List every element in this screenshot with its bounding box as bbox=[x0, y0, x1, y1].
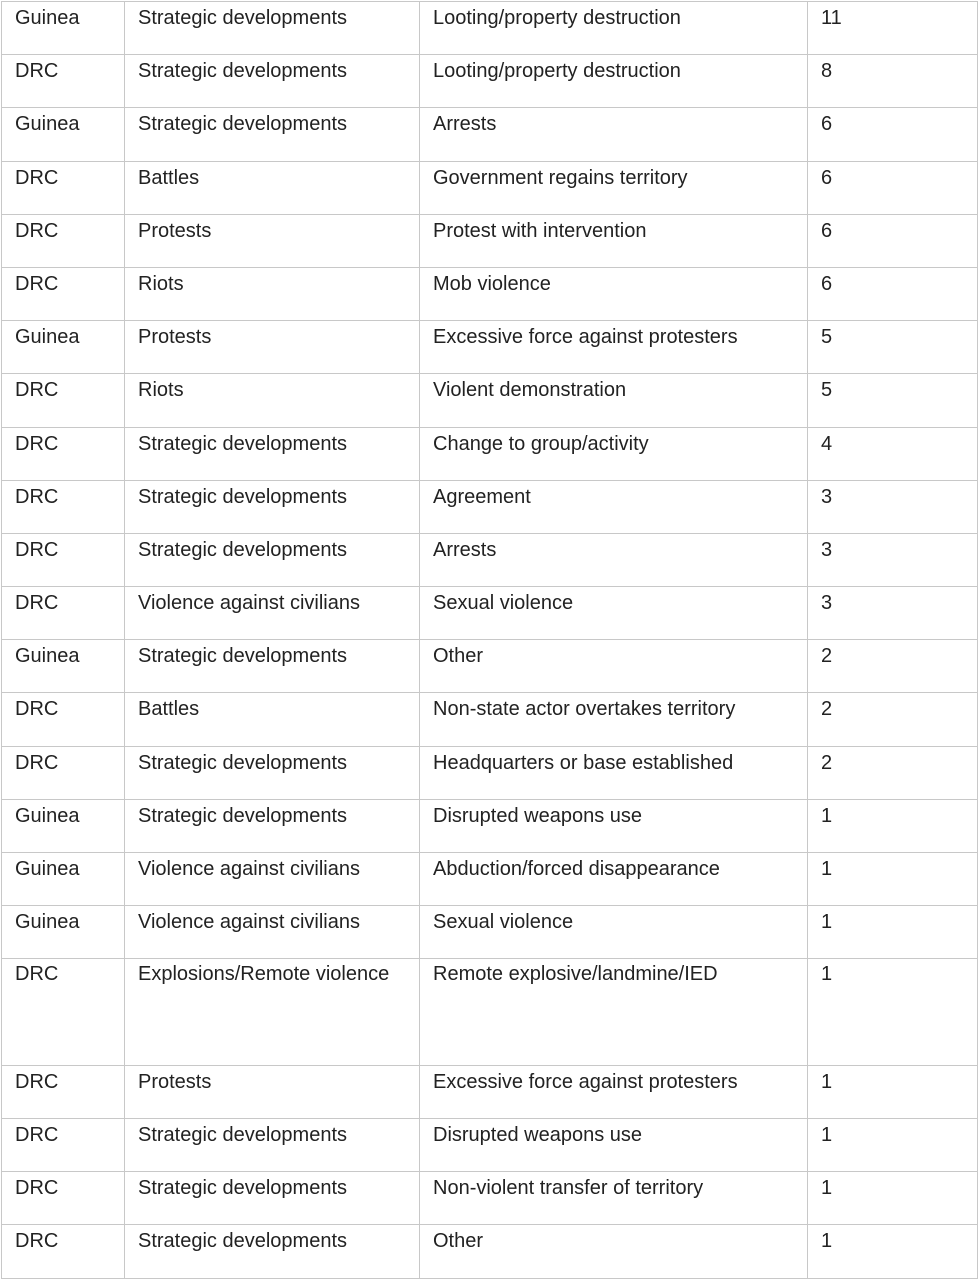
cell-count: 6 bbox=[808, 267, 978, 320]
cell-category: Strategic developments bbox=[125, 2, 420, 55]
cell-subtype: Looting/property destruction bbox=[420, 2, 808, 55]
cell-count: 1 bbox=[808, 1225, 978, 1278]
cell-subtype: Non-state actor overtakes territory bbox=[420, 693, 808, 746]
cell-subtype: Protest with intervention bbox=[420, 214, 808, 267]
cell-count: 2 bbox=[808, 640, 978, 693]
cell-category: Strategic developments bbox=[125, 1225, 420, 1278]
cell-country: DRC bbox=[2, 1172, 125, 1225]
cell-country: Guinea bbox=[2, 799, 125, 852]
table-row bbox=[2, 161, 978, 214]
cell-category: Strategic developments bbox=[125, 480, 420, 533]
cell-country: Guinea bbox=[2, 321, 125, 374]
cell-subtype: Non-violent transfer of territory bbox=[420, 1172, 808, 1225]
cell-country: DRC bbox=[2, 1065, 125, 1118]
cell-country: DRC bbox=[2, 267, 125, 320]
cell-country bbox=[2, 959, 125, 1065]
cell-text: Remote explosive/landmine/IED bbox=[433, 963, 718, 986]
cell-country: DRC bbox=[2, 693, 125, 746]
cell-subtype: Government regains territory bbox=[420, 161, 808, 214]
cell-subtype: Arrests bbox=[420, 533, 808, 586]
cell-count: 3 bbox=[808, 480, 978, 533]
cell-count: 1 bbox=[808, 853, 978, 906]
table-row bbox=[2, 1118, 978, 1171]
cell-country: DRC bbox=[2, 480, 125, 533]
cell-country: DRC bbox=[2, 214, 125, 267]
cell-country: DRC bbox=[2, 1225, 125, 1278]
cell-country: DRC bbox=[2, 587, 125, 640]
cell-text: Explosions/Remote violence bbox=[138, 963, 390, 986]
cell-country: DRC bbox=[2, 746, 125, 799]
cell-subtype: Abduction/forced disappearance bbox=[420, 853, 808, 906]
cell-count: 2 bbox=[808, 746, 978, 799]
table-row bbox=[2, 533, 978, 586]
table-row bbox=[2, 480, 978, 533]
events-table bbox=[1, 1, 978, 1279]
cell-count: 1 bbox=[808, 1065, 978, 1118]
cell-category: Riots bbox=[125, 374, 420, 427]
cell-count bbox=[808, 959, 978, 1065]
cell-category: Strategic developments bbox=[125, 1118, 420, 1171]
cell-category: Protests bbox=[125, 321, 420, 374]
table-row bbox=[2, 853, 978, 906]
cell-count: 5 bbox=[808, 374, 978, 427]
table-row bbox=[2, 267, 978, 320]
cell-count: 6 bbox=[808, 214, 978, 267]
cell-country: Guinea bbox=[2, 2, 125, 55]
cell-count: 6 bbox=[808, 108, 978, 161]
cell-subtype: Disrupted weapons use bbox=[420, 799, 808, 852]
cell-category: Battles bbox=[125, 161, 420, 214]
cell-subtype: Arrests bbox=[420, 108, 808, 161]
cell-category: Violence against civilians bbox=[125, 587, 420, 640]
cell-country: Guinea bbox=[2, 853, 125, 906]
cell-count: 6 bbox=[808, 161, 978, 214]
cell-subtype: Other bbox=[420, 1225, 808, 1278]
cell-subtype: Other bbox=[420, 640, 808, 693]
cell-country: DRC bbox=[2, 161, 125, 214]
cell-category: Riots bbox=[125, 267, 420, 320]
cell-subtype: Looting/property destruction bbox=[420, 55, 808, 108]
cell-text: DRC bbox=[15, 963, 59, 986]
cell-count: 11 bbox=[808, 2, 978, 55]
cell-category: Battles bbox=[125, 693, 420, 746]
table-row bbox=[2, 1225, 978, 1278]
events-table-body bbox=[2, 2, 978, 1279]
table-row bbox=[2, 587, 978, 640]
cell-country: DRC bbox=[2, 374, 125, 427]
table-row bbox=[2, 214, 978, 267]
table-row bbox=[2, 1065, 978, 1118]
cell-subtype: Headquarters or base established bbox=[420, 746, 808, 799]
cell-category: Strategic developments bbox=[125, 55, 420, 108]
cell-subtype: Change to group/activity bbox=[420, 427, 808, 480]
cell-subtype: Mob violence bbox=[420, 267, 808, 320]
cell-category: Strategic developments bbox=[125, 108, 420, 161]
cell-subtype: Violent demonstration bbox=[420, 374, 808, 427]
table-row bbox=[2, 55, 978, 108]
cell-count: 1 bbox=[808, 799, 978, 852]
cell-count: 1 bbox=[808, 1118, 978, 1171]
cell-category: Strategic developments bbox=[125, 427, 420, 480]
cell-country: DRC bbox=[2, 533, 125, 586]
cell-count: 3 bbox=[808, 587, 978, 640]
cell-count: 5 bbox=[808, 321, 978, 374]
cell-count: 3 bbox=[808, 533, 978, 586]
cell-category: Strategic developments bbox=[125, 1172, 420, 1225]
cell-category: Protests bbox=[125, 214, 420, 267]
cell-subtype: Sexual violence bbox=[420, 906, 808, 959]
cell-country: DRC bbox=[2, 55, 125, 108]
cell-text: 1 bbox=[821, 963, 833, 986]
cell-count: 2 bbox=[808, 693, 978, 746]
table-row bbox=[2, 108, 978, 161]
table-row bbox=[2, 427, 978, 480]
cell-category bbox=[125, 959, 420, 1065]
cell-category: Violence against civilians bbox=[125, 853, 420, 906]
cell-subtype: Agreement bbox=[420, 480, 808, 533]
cell-category: Strategic developments bbox=[125, 746, 420, 799]
table-row bbox=[2, 1172, 978, 1225]
cell-category: Strategic developments bbox=[125, 640, 420, 693]
cell-count: 8 bbox=[808, 55, 978, 108]
cell-subtype: Disrupted weapons use bbox=[420, 1118, 808, 1171]
cell-category: Violence against civilians bbox=[125, 906, 420, 959]
cell-subtype bbox=[420, 959, 808, 1065]
table-row bbox=[2, 799, 978, 852]
cell-subtype: Sexual violence bbox=[420, 587, 808, 640]
cell-country: Guinea bbox=[2, 640, 125, 693]
cell-category: Strategic developments bbox=[125, 799, 420, 852]
cell-subtype: Excessive force against protesters bbox=[420, 1065, 808, 1118]
table-row bbox=[2, 693, 978, 746]
cell-country: Guinea bbox=[2, 906, 125, 959]
table-row bbox=[2, 2, 978, 55]
cell-country: DRC bbox=[2, 427, 125, 480]
table-row bbox=[2, 374, 978, 427]
cell-count: 4 bbox=[808, 427, 978, 480]
table-row bbox=[2, 959, 978, 1065]
table-row bbox=[2, 321, 978, 374]
cell-count: 1 bbox=[808, 906, 978, 959]
cell-category: Protests bbox=[125, 1065, 420, 1118]
table-row bbox=[2, 746, 978, 799]
cell-country: Guinea bbox=[2, 108, 125, 161]
cell-country: DRC bbox=[2, 1118, 125, 1171]
cell-count: 1 bbox=[808, 1172, 978, 1225]
cell-category: Strategic developments bbox=[125, 533, 420, 586]
cell-subtype: Excessive force against protesters bbox=[420, 321, 808, 374]
table-row bbox=[2, 640, 978, 693]
